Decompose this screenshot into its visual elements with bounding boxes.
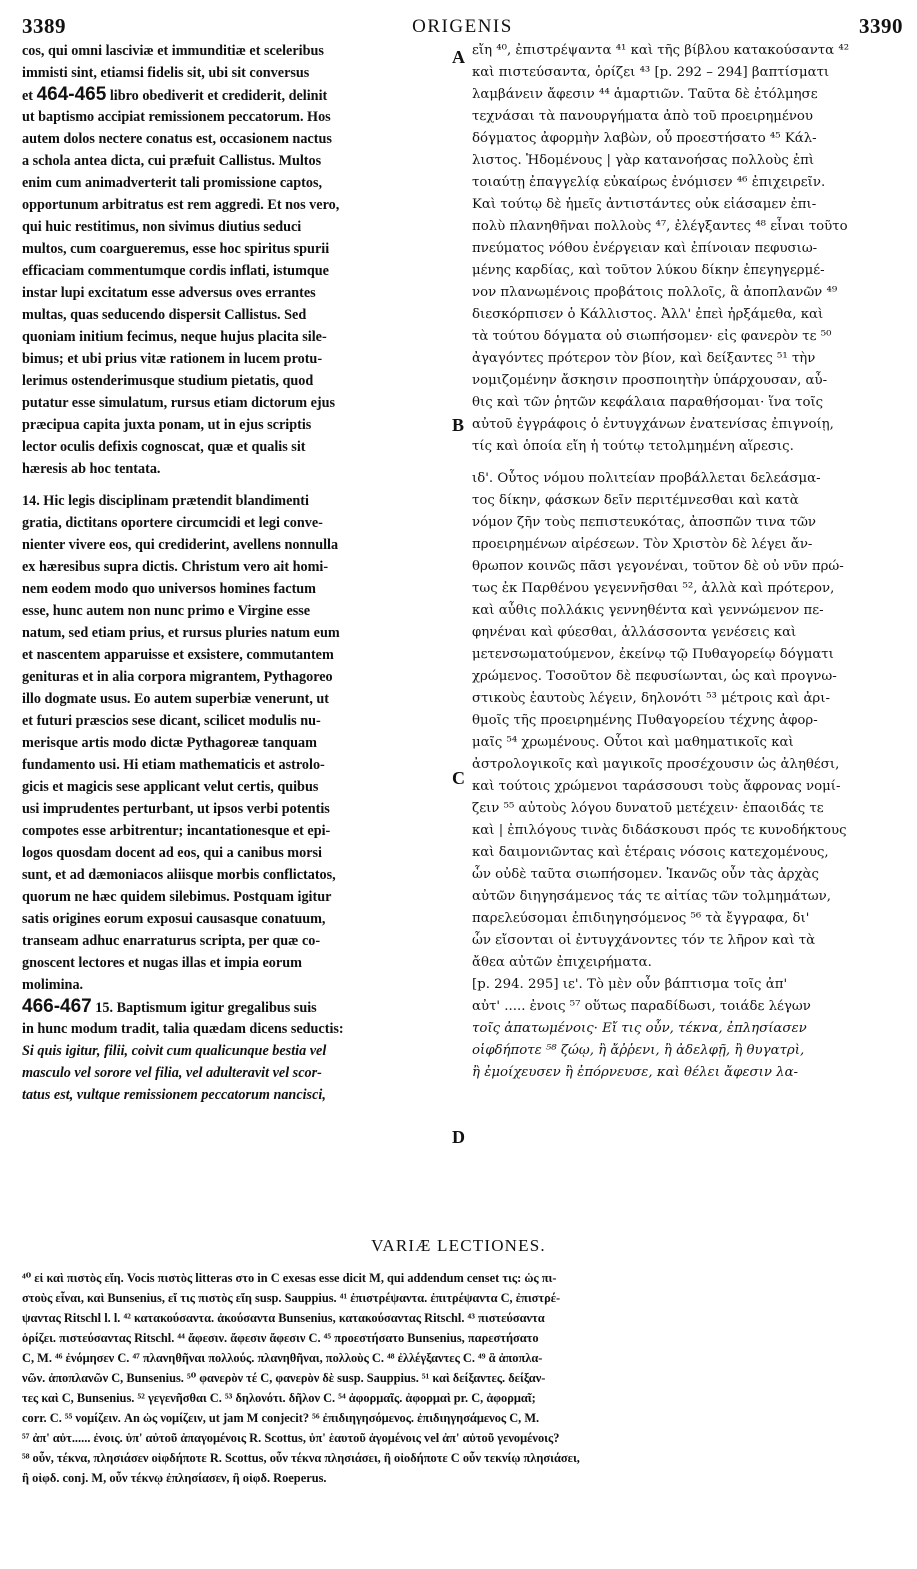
text-line: ut baptismo accipiat remissionem peccatorum. Hos — [22, 109, 331, 125]
text-line: τὰ τούτου δόγματα οὐ σιωπήσομεν· εἰς φανερὸν τε ⁵⁰ — [472, 329, 832, 344]
running-title: ORIGENIS — [412, 16, 513, 37]
text-line: qui huic restitimus, non sivimus diutius seduci — [22, 219, 302, 235]
text-line: enim cum animadverterit tali promissione captos, — [22, 175, 323, 191]
page-number-left: 3389 — [22, 14, 66, 38]
text-line: compotes esse arbitrentur; incantationesque et epi- — [22, 823, 331, 839]
text-line: immisti sint, etiamsi fidelis sit, ubi sit conversus — [22, 65, 310, 81]
text-line: ὧν εἴσονται οἱ ἐντυγχάνοντες τόν τε λῆρον καὶ τὰ — [472, 933, 816, 948]
text-line: θρωπον κοινῶς πᾶσι γεγονέναι, τοῦτον δὲ οὐ νῦν πρώ- — [472, 559, 844, 574]
text-line: ⁵⁸ οὖν, τέκνα, πλησιάσεν οἱφδήποτε R. Scottus, οὖν τέκνα πλησιάσει, ἢ οἰοδήποτε C οὖν τεκνίῳ πλησιάσει, — [22, 1451, 580, 1465]
margin-letter-a: A — [452, 47, 465, 67]
text-line: δόγματος ἀφορμὴν λαβὼν, οὗ προεστήσατο ⁴⁵ Κάλ- — [472, 131, 817, 146]
text-line: illo dogmate usus. Eo autem superbiæ venerunt, ut — [22, 691, 330, 707]
text-line: bimus; et ubi prius vitæ rationem in lucem protu- — [22, 351, 323, 367]
margin-letter-c: C — [452, 768, 465, 788]
text-line: ἢ ἐμοίχευσεν ἢ ἐπόρνευσε, καὶ θέλει ἄφεσιν λα- — [472, 1065, 799, 1080]
text-line: esse, hunc autem non nunc primo e Virgine esse — [22, 603, 311, 619]
page-number-right: 3390 — [859, 14, 903, 38]
text-line: fundamento usi. Hi etiam mathematicis et astrolo- — [22, 757, 325, 773]
text-line: sunt, et ad dæmoniacos aliisque morbis conflictatos, — [22, 867, 336, 883]
text-line — [22, 84, 450, 106]
text-line: a schola antea dicta, cui præfuit Callistus. Multos — [22, 153, 322, 169]
text-line: τες καὶ C, Bunsenius. ⁵² γεγενῆσθαι C. ⁵³ δηλονότι. δῆλον C. ⁵⁴ ἀφορμαῖς. ἀφορμαὶ pr. C, ἀφορμαῖ; — [22, 1391, 536, 1405]
text-line: masculo vel sorore vel filia, vel adulteravit vel scor- — [22, 1065, 322, 1081]
text-line — [22, 996, 450, 1018]
text-line: opportunum arbitratus est rem aggredi. Et nos vero, — [22, 197, 340, 213]
text-line: usi imprudentes perturbant, ut ipsos verbi potentis — [22, 801, 330, 817]
variae-lectiones-notes — [22, 1268, 899, 1488]
text-line: ἀστρολογικοῖς καὶ μαγικοῖς προσέχουσιν ὡς ἀληθέσι, — [472, 757, 840, 772]
text-line: τως ἐκ Παρθένου γεγεννῆσθαι ⁵², ἀλλὰ καὶ πρότερον, — [472, 581, 835, 596]
text-line: Καὶ τούτῳ δὲ ἡμεῖς ἀντιστάντες οὐκ εἰάσαμεν ἐπι- — [472, 197, 817, 212]
text-line: multas, quas seducendo dispersit Callistus. Sed — [22, 307, 307, 323]
text-line: εἴη ⁴⁰, ἐπιστρέψαντα ⁴¹ καὶ τῆς βίβλου κατακούσαντα ⁴² — [472, 43, 850, 58]
text-line: nem eodem modo quo universos homines factum — [22, 581, 317, 597]
text-line: tatus est, vultque remissionem peccatorum nancisci, — [22, 1087, 326, 1103]
text-line: hæresis ab hoc tentata. — [22, 461, 161, 477]
line-text: libro obediverit et crediderit, delinit — [106, 88, 328, 104]
text-line: corr. C. ⁵⁵ νομίζειν. An ὡς νομίζειν, ut jam M conjecit? ⁵⁶ ἐπιδιηγησόμενος. ἐπιδιηγησάμενος C, M. — [22, 1411, 540, 1425]
text-line: ὧν οὐδὲ ταῦτα σιωπήσομεν. Ἱκανῶς οὖν τὰς ἀρχὰς — [472, 867, 819, 882]
text-line: νον πλανωμένοις προβάτοις πολλοῖς, ἃ ἀποπλανῶν ⁴⁹ — [472, 285, 838, 300]
text-line: πολὺ πλανηθῆναι πολλοὺς ⁴⁷, ἐλέγξαντες ⁴⁸ εἶναι τοῦτο — [472, 219, 848, 234]
text-line: lector oculis defixis cognoscat, quæ et qualis sit — [22, 439, 306, 455]
line-text: 15. Baptismum igitur gregalibus suis — [91, 1000, 317, 1016]
text-line: præcipua capita juxta ponam, ut in ejus scriptis — [22, 417, 312, 433]
text-line: genituras et in alia corpora migrantem, Pythagoreo — [22, 669, 333, 685]
text-line: παρελεύσομαι ἐπιδιηγησόμενος ⁵⁶ τὰ ἔγγραφα, δι' — [472, 911, 810, 926]
text-line: φηνέναι καὶ φύεσθαι, ἀλλάσσοντα γενέσεις καὶ — [472, 625, 797, 640]
text-line: τίς καὶ ὁποία εἴη ἡ τούτῳ τετολμημένη αἵρεσις. — [472, 439, 794, 454]
text-line: τος δίκην, φάσκων δεῖν περιτέμνεσθαι καὶ κατὰ — [472, 493, 799, 508]
text-line: αὐτ' ..... ἐνοις ⁵⁷ οὕτως παραδίδωσι, τοιάδε λέγων — [472, 999, 811, 1014]
text-line: gicis et magicis sese applicant velut certis, quibus — [22, 779, 319, 795]
text-line: διεσκόρπισεν ὁ Κάλλιστος. Ἀλλ' ἐπεὶ ἠρξάμεθα, καὶ — [472, 307, 824, 322]
text-line: [p. 294. 295] ιε'. Τὸ μὲν οὖν βάπτισμα τοῖς ἀπ' — [472, 977, 788, 992]
text-line: οἱφδήποτε ⁵⁸ ζώῳ, ἢ ἄῤῥενι, ἢ ἀδελφῇ, ἢ θυγατρὶ, — [472, 1043, 805, 1058]
text-line: ⁵⁷ ἀπ' αὐτ...... ἐνοις. ὑπ' αὐτοῦ ἀπαγομένοις R. Scottus, ὑπ' ἑαυτοῦ ἀγομένοις vel ἀπ' αὐτοῦ γενομένοις? — [22, 1431, 560, 1445]
column-numbers-466-467: 466-467 — [22, 996, 92, 1017]
text-line: προειρημένων αἱρέσεων. Τὸν Χριστὸν δὲ λέγει ἄν- — [472, 537, 813, 552]
running-header — [22, 14, 903, 40]
text-line: τοῖς ἀπατωμένοις· Εἴ τις οὖν, τέκνα, ἐπλησίασεν — [472, 1021, 807, 1036]
text-line: Si quis igitur, filii, coivit cum qualicunque bestia vel — [22, 1043, 327, 1059]
text-line: χρώμενος. Τοσοῦτον δὲ πεφυσίωνται, ὡς καὶ προγνω- — [472, 669, 837, 684]
text-line: ἀγαγόντες πρότερον τὸν βίον, καὶ δείξαντες ⁵¹ τὴν — [472, 351, 816, 366]
greek-column — [472, 40, 904, 1084]
text-line: efficaciam commentumque cordis inflati, istumque — [22, 263, 329, 279]
text-line: καὶ αὖθις πολλάκις γεννηθέντα καὶ γεννώμενον πε- — [472, 603, 824, 618]
text-line: λαμβάνειν ἄφεσιν ⁴⁴ ἁμαρτιῶν. Ταῦτα δὲ ἐτόλμησε — [472, 87, 818, 102]
text-line: putatur esse simulatum, rursus etiam dictorum ejus — [22, 395, 336, 411]
margin-letter-b: B — [452, 415, 465, 435]
text-line: lerimus ostenderimusque studium pietatis, quod — [22, 373, 314, 389]
text-line: C, M. ⁴⁶ ἐνόμησεν C. ⁴⁷ πλανηθῆναι πολλούς. πλανηθῆναι, πολλοὺς C. ⁴⁸ ἐλλέγξαντες C. ⁴⁹ ἃ ἀποπλα- — [22, 1351, 543, 1365]
text-line: quorum ne hæc quidem silebimus. Postquam igitur — [22, 889, 332, 905]
text-line: μαῖς ⁵⁴ χρωμένους. Οὗτοι καὶ μαθηματικοῖς καὶ — [472, 735, 794, 750]
text-line: μένης καρδίας, καὶ τοῦτον λύκου δίκην ἐπεγηγερμέ- — [472, 263, 825, 278]
text-line: quoniam initium fecimus, neque hujus placita sile- — [22, 329, 327, 345]
text-line: ψαντας Ritschl l. l. ⁴² κατακούσαντα. ἀκούσαντα Bunsenius, κατακούσαντας Ritschl. ⁴³ πιστεύσαντα — [22, 1311, 545, 1325]
text-line: ὁρίζει. πιστεύσαντας Ritschl. ⁴⁴ ἄφεσιν. ἄφεσιν ἄφεσιν C. ⁴⁵ προεστήσατο Bunsenius, παρεστήσατο — [22, 1331, 539, 1345]
text-line: et futuri præscios sese dicant, scilicet modulis nu- — [22, 713, 321, 729]
text-line: αὐτοῦ ἐγγράφοις ὁ ἐντυγχάνων ἐνατενίσας ἐπιγνοίῃ, — [472, 417, 834, 432]
text-line: νόμον ζῆν τοὺς πεπιστευκότας, ἀποσπῶν τινα τῶν — [472, 515, 817, 530]
text-line: 14. Hic legis disciplinam prætendit blandimenti — [22, 493, 309, 509]
text-line: ⁴⁰ εἰ καὶ πιστὸς εἴη. Vocis πιστὸς litteras στο in C exesas esse dicit M, qui addendum censet τις: ὡς πι- — [22, 1271, 557, 1285]
text-line: λιστος. Ἡδομένους | γὰρ κατανοήσας πολλοὺς ἐπὶ — [472, 153, 815, 168]
variae-lectiones-title: VARIÆ LECTIONES. — [371, 1236, 546, 1255]
text-line: θις καὶ τῶν ῥητῶν κεφάλαια παραθήσομαι· ἵνα τοῖς — [472, 395, 824, 410]
text-line: cos, qui omni lasciviæ et immunditiæ et sceleribus — [22, 43, 324, 59]
text-line: αὐτῶν διηγησάμενος τάς τε αἰτίας τῶν τολμημάτων, — [472, 889, 831, 904]
text-line: gratia, dictitans oportere circumcidi et legi conve- — [22, 515, 323, 531]
text-line: ex hæresibus supra dictis. Christum vero ait homi- — [22, 559, 329, 575]
text-line: ζειν ⁵⁵ αὐτοὺς λόγου δυνατοῦ μετέχειν· ἐπαοιδάς τε — [472, 801, 824, 816]
text-line: στικοὺς ἑαυτοὺς λέγειν, δηλονότι ⁵³ μέτροις καὶ ἀρι- — [472, 691, 830, 706]
margin-letter-d: D — [452, 1127, 465, 1147]
text-line: στοὺς εἶναι, καὶ Bunsenius, εἴ τις πιστὸς εἴη susp. Sauppius. ⁴¹ ἐπιστρέψαντα. ἐπιτρέψαντα C, ἐπιστρέ- — [22, 1291, 561, 1305]
text-line: νομιζομένην ἄσκησιν προσποιητὴν ὑπάρχουσαν, αὖ- — [472, 373, 828, 388]
text-line: satis origines eorum exposui causasque conatuum, — [22, 911, 326, 927]
text-line: ἢ οἱφδ. conj. M, οὖν τέκνῳ ἐπλησίασεν, ἢ οἱφδ. Roeperus. — [22, 1471, 327, 1485]
text-line: καὶ πιστεύσαντα, ὁρίζει ⁴³ [p. 292 – 294] βαπτίσματι — [472, 65, 830, 80]
latin-column — [22, 40, 450, 1106]
text-line: τοιαύτῃ ἐπαγγελίᾳ εὐκαίρως ἐνόμισεν ⁴⁶ ἐπιχειρεῖν. — [472, 175, 826, 190]
text-line: τεχνάσαι τὰ πανουργήματα ἀπὸ τοῦ προειρημένου — [472, 109, 813, 124]
text-line: logos quosdam docent ad eos, qui a canibus morsi — [22, 845, 322, 861]
text-line: πνεύματος νόθου ἐνέργειαν καὶ ἐπίνοιαν πεφυσιω- — [472, 241, 818, 256]
text-line: et nascentem apparuisse et exsistere, commutantem — [22, 647, 334, 663]
text-line: gnoscent lectores et nugas illas et impia eorum — [22, 955, 302, 971]
text-line: natum, sed etiam prius, et rursus pluries natum eum — [22, 625, 340, 641]
text-line: merisque artis modo dictæ Pythagoreæ tanquam — [22, 735, 317, 751]
column-numbers-464-465: 464-465 — [36, 84, 107, 105]
text-line: ιδ'. Οὗτος νόμου πολιτείαν προβάλλεται δελεάσμα- — [472, 471, 821, 486]
text-line: nienter vivere eos, qui crediderint, avellens nonnulla — [22, 537, 339, 553]
text-line: καὶ τούτοις χρώμενοι ταράσσουσι τοὺς ἄφρονας νομί- — [472, 779, 841, 794]
text-line: molimina. — [22, 977, 84, 993]
text-line: in hunc modum tradit, talia quædam dicens seductis: — [22, 1021, 344, 1037]
text-line: instar lupi excitatum esse adversus oves errantes — [22, 285, 316, 301]
line-prefix: et — [22, 88, 37, 104]
text-line: μετενσωματούμενον, ἐκείνῳ τῷ Πυθαγορείῳ δόγματι — [472, 647, 834, 662]
text-line: multos, cum coargueremus, esse hoc spiritus spurii — [22, 241, 330, 257]
text-line: autem dolos nectere conatus est, occasionem nactus — [22, 131, 332, 147]
text-line: νῶν. ἀποπλανῶν C, Bunsenius. ⁵⁰ φανερὸν τέ C, φανερὸν δὲ susp. Sauppius. ⁵¹ καὶ δείξαντες. δείξαν- — [22, 1371, 546, 1385]
text-line: ἄθεα αὐτῶν ἐπιχειρήματα. — [472, 955, 652, 970]
text-line: θμοῖς τῆς προειρημένης Πυθαγορείου τέχνης ἀφορ- — [472, 713, 818, 728]
text-line: καὶ δαιμονιῶντας καὶ ἑτέραις νόσοις κατεχομένους, — [472, 845, 829, 860]
text-line: transeam adhuc enarraturus scripta, per quæ co- — [22, 933, 321, 949]
text-line: καὶ | ἐπιλόγους τινὰς διδάσκουσι πρός τε κυνοδήκτους — [472, 823, 847, 838]
